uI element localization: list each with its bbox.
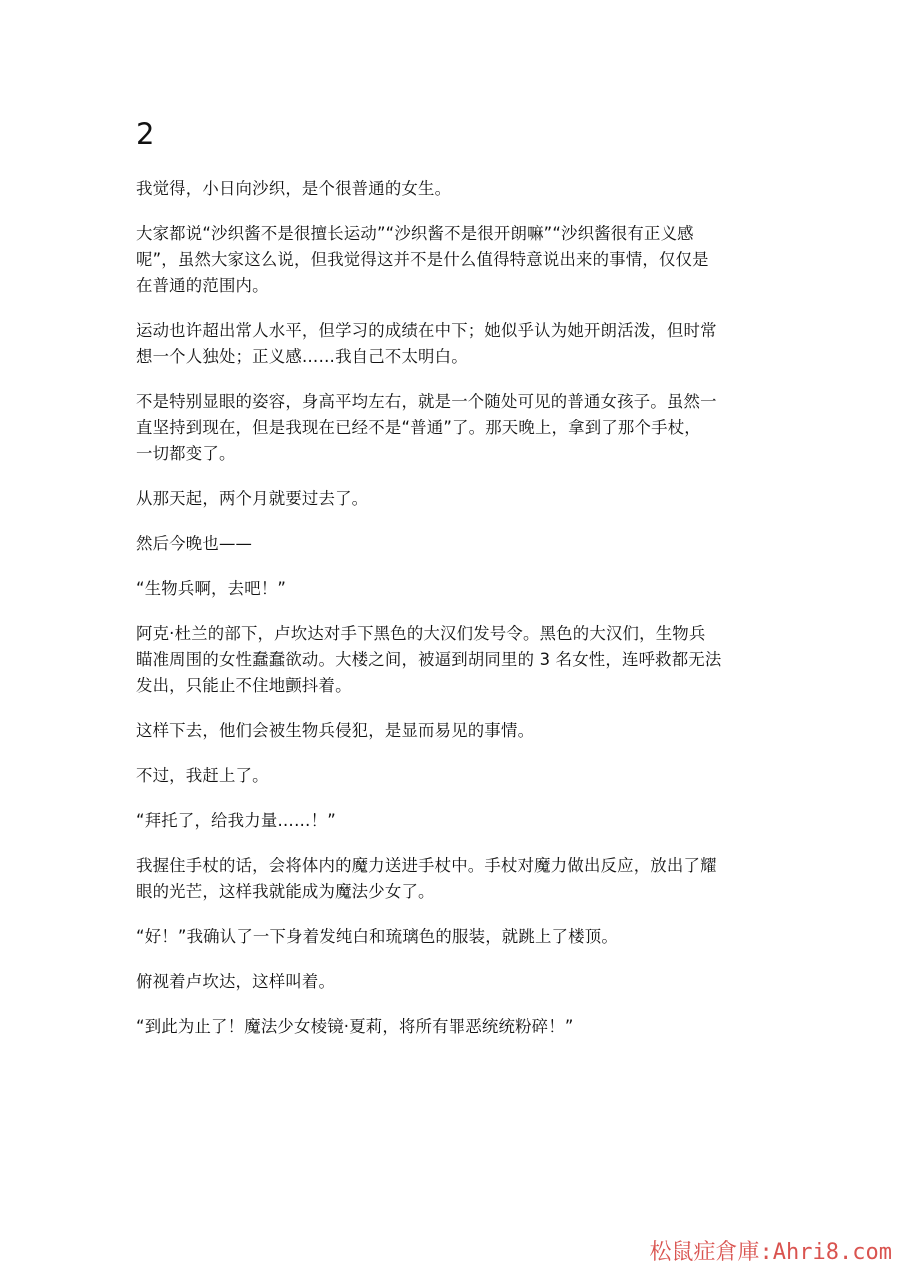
paragraph xyxy=(136,576,772,602)
paragraph xyxy=(136,718,772,744)
paragraph xyxy=(136,486,772,512)
text-line: 我握住手杖的话，会将体内的魔力送进手杖中。手杖对魔力做出反应，放出了耀 xyxy=(136,856,717,875)
text-line: 我觉得，小日向沙织，是个很普通的女生。 xyxy=(136,179,452,198)
text-line: 呢”，虽然大家这么说，但我觉得这并不是什么值得特意说出来的事情，仅仅是 xyxy=(136,250,709,269)
chapter-number: 2 xyxy=(136,117,155,151)
paragraph xyxy=(136,1014,772,1040)
chapter-body xyxy=(136,176,772,1059)
text-line: “生物兵啊，去吧！” xyxy=(136,579,287,598)
text-line: 大家都说“沙织酱不是很擅长运动”“沙织酱不是很开朗嘛”“沙织酱很有正义感 xyxy=(136,224,694,243)
text-line: 瞄准周围的女性蠢蠢欲动。大楼之间，被逼到胡同里的 3 名女性，连呼救都无法 xyxy=(136,650,722,669)
text-line: 然后今晚也—— xyxy=(136,534,253,553)
text-line: 阿克·杜兰的部下，卢坎达对手下黑色的大汉们发号令。黑色的大汉们，生物兵 xyxy=(136,624,706,643)
text-line: 从那天起，两个月就要过去了。 xyxy=(136,489,369,508)
text-line: “好！”我确认了一下身着发纯白和琉璃色的服装，就跳上了楼顶。 xyxy=(136,927,618,946)
text-line: “到此为止了！魔法少女棱镜·夏莉，将所有罪恶统统粉碎！” xyxy=(136,1017,574,1036)
text-line: 想一个人独处；正义感……我自己不太明白。 xyxy=(136,347,468,366)
paragraph xyxy=(136,763,772,789)
paragraph xyxy=(136,621,772,699)
paragraph xyxy=(136,969,772,995)
text-line: 运动也许超出常人水平，但学习的成绩在中下；她似乎认为她开朗活泼，但时常 xyxy=(136,321,717,340)
text-line: 在普通的范围内。 xyxy=(136,276,269,295)
paragraph xyxy=(136,808,772,834)
paragraph xyxy=(136,924,772,950)
text-line: 眼的光芒，这样我就能成为魔法少女了。 xyxy=(136,882,435,901)
paragraph xyxy=(136,531,772,557)
text-line: “拜托了，给我力量……！” xyxy=(136,811,336,830)
text-line: 俯视着卢坎达，这样叫着。 xyxy=(136,972,336,991)
text-line: 不是特别显眼的姿容，身高平均左右，就是一个随处可见的普通女孩子。虽然一 xyxy=(136,392,717,411)
paragraph xyxy=(136,389,772,467)
text-line: 这样下去，他们会被生物兵侵犯，是显而易见的事情。 xyxy=(136,721,535,740)
paragraph xyxy=(136,221,772,299)
text-line: 直坚持到现在，但是我现在已经不是“普通”了。那天晚上，拿到了那个手杖， xyxy=(136,418,701,437)
text-line: 发出，只能止不住地颤抖着。 xyxy=(136,676,352,695)
text-line: 不过，我赶上了。 xyxy=(136,766,269,785)
paragraph xyxy=(136,176,772,202)
paragraph xyxy=(136,318,772,370)
watermark: 松鼠症倉庫:Ahri8.com xyxy=(649,1240,892,1265)
paragraph xyxy=(136,853,772,905)
text-line: 一切都变了。 xyxy=(136,444,236,463)
